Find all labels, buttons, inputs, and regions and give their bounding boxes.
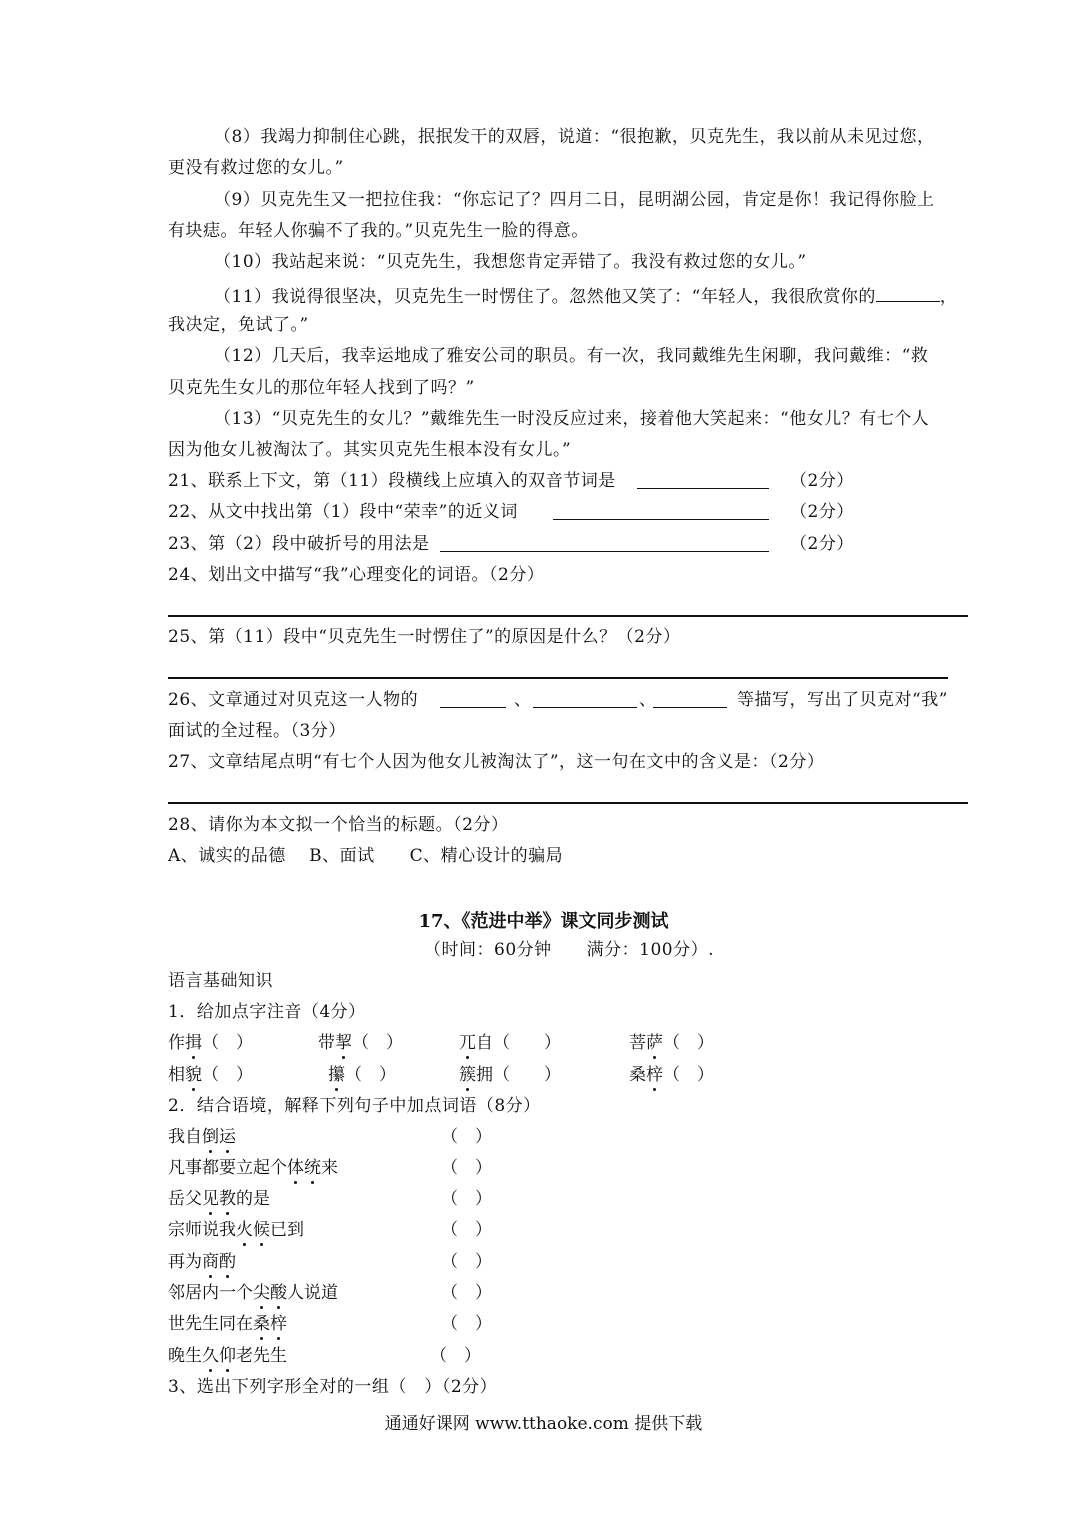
vocab-post: 已到 bbox=[270, 1220, 304, 1240]
dotted-word bbox=[202, 1127, 236, 1147]
paragraph-12-line-1: （12）几天后，我幸运地成了雅安公司的职员。有一次，我同戴维先生闲聊，我问戴维：“救 bbox=[214, 346, 929, 366]
question-24: 24、划出文中描写“我”心理变化的词语。（2分） bbox=[168, 565, 545, 585]
question-22-score: （2分） bbox=[790, 502, 854, 522]
section-question-3: 3、选出下列字形全对的一组（ ）（2分） bbox=[168, 1377, 498, 1397]
answer-paren[interactable]: （ ） bbox=[441, 1189, 492, 1209]
paragraph-13-line-1: （13）“贝克先生的女儿？”戴维先生一时没反应过来，接着他大笑起来：“他女儿？有七个人 bbox=[214, 409, 930, 429]
dotted-word bbox=[236, 1220, 270, 1240]
question-26-line-2: 面试的全过程。（3分） bbox=[168, 721, 346, 741]
dotted-char: 酌 bbox=[219, 1252, 236, 1272]
dotted-word bbox=[202, 1346, 236, 1366]
answer-blank-26-3[interactable] bbox=[653, 689, 727, 708]
vocab-post: 的是 bbox=[236, 1189, 270, 1209]
paragraph-8-line-1: （8）我竭力抑制住心跳，抿抿发干的双唇，说道：“很抱歉，贝克先生，我以前从未见过您， bbox=[214, 127, 935, 147]
answer-blank-26-2[interactable] bbox=[533, 689, 637, 708]
vocab-pre: 邻居内一个 bbox=[168, 1283, 253, 1303]
dotted-char: 体 bbox=[287, 1158, 304, 1178]
vocab-pre: 我自 bbox=[168, 1127, 202, 1147]
pinyin-pre: 作 bbox=[168, 1033, 185, 1053]
vocab-post: 人说道 bbox=[287, 1283, 338, 1303]
answer-paren[interactable]: （ ） bbox=[441, 1252, 492, 1272]
dotted-char: 运 bbox=[219, 1127, 236, 1147]
dotted-char: 萨 bbox=[646, 1033, 663, 1053]
pinyin-paren[interactable]: 自（ ） bbox=[476, 1033, 561, 1053]
dotted-char: 见 bbox=[202, 1189, 219, 1209]
paragraph-9-line-1: （9）贝克先生又一把拉住我：“你忘记了？四月二日，昆明湖公园，肯定是你！我记得你脸上 bbox=[214, 190, 935, 210]
answer-blank-23[interactable] bbox=[440, 533, 769, 552]
paragraph-8-line-2: 更没有救过您的女儿。” bbox=[168, 158, 344, 178]
vocab-item bbox=[168, 1126, 528, 1148]
vocab-item bbox=[168, 1313, 528, 1335]
pinyin-pre: 菩 bbox=[629, 1033, 646, 1053]
pinyin-item bbox=[629, 1064, 714, 1086]
answer-line-27[interactable] bbox=[168, 802, 968, 804]
question-22: 22、从文中找出第（1）段中“荣幸”的近义词 bbox=[168, 502, 518, 522]
pinyin-paren[interactable]: （ ） bbox=[202, 1065, 253, 1085]
dotted-word bbox=[202, 1252, 236, 1272]
pinyin-item bbox=[318, 1032, 403, 1054]
pinyin-item bbox=[629, 1032, 714, 1054]
dotted-char: 梓 bbox=[646, 1065, 663, 1085]
dotted-char: 久 bbox=[202, 1346, 219, 1366]
dotted-char: 攥 bbox=[328, 1065, 345, 1085]
answer-paren[interactable]: （ ） bbox=[441, 1220, 492, 1240]
page-footer: 通通好课网 www.tthaoke.com 提供下载 bbox=[384, 1414, 703, 1434]
fill-blank-11[interactable] bbox=[876, 283, 940, 302]
paragraph-12-line-2: 贝克先生女儿的那位年轻人找到了吗？” bbox=[168, 378, 475, 398]
dotted-char: 簇 bbox=[459, 1065, 476, 1085]
question-21-score: （2分） bbox=[790, 471, 854, 491]
pinyin-pre: 相 bbox=[168, 1065, 185, 1085]
vocab-item bbox=[168, 1219, 528, 1241]
question-28: 28、请你为本文拟一个恰当的标题。（2分） bbox=[168, 815, 509, 835]
vocab-pre: 岳父 bbox=[168, 1189, 202, 1209]
question-26-sep-1: 、 bbox=[514, 690, 532, 710]
dotted-char: 候 bbox=[253, 1220, 270, 1240]
question-26-line-1 bbox=[168, 689, 418, 711]
dotted-word bbox=[202, 1189, 236, 1209]
answer-blank-22[interactable] bbox=[553, 501, 769, 520]
answer-blank-26-1[interactable] bbox=[440, 689, 506, 708]
answer-paren[interactable]: （ ） bbox=[441, 1314, 492, 1334]
dotted-char: 挈 bbox=[335, 1033, 352, 1053]
question-23: 23、第（2）段中破折号的用法是 bbox=[168, 534, 430, 554]
dotted-char: 酸 bbox=[270, 1283, 287, 1303]
answer-line-25[interactable] bbox=[168, 677, 948, 679]
dotted-word bbox=[253, 1283, 287, 1303]
pinyin-item bbox=[459, 1064, 561, 1086]
answer-line-24[interactable] bbox=[168, 615, 968, 617]
section-subtitle: （时间：60分钟 满分：100分）. bbox=[424, 940, 714, 960]
dotted-char: 统 bbox=[304, 1158, 321, 1178]
pinyin-paren[interactable]: 拥（ ） bbox=[476, 1065, 561, 1085]
section-heading: 语言基础知识 bbox=[168, 971, 273, 991]
dotted-char: 揖 bbox=[185, 1033, 202, 1053]
vocab-item bbox=[168, 1282, 528, 1304]
question-26-text-end: 等描写，写出了贝克对“我” bbox=[737, 690, 948, 710]
pinyin-paren[interactable]: （ ） bbox=[202, 1033, 253, 1053]
dotted-char: 兀 bbox=[459, 1033, 476, 1053]
vocab-pre: 宗师说我 bbox=[168, 1220, 236, 1240]
answer-paren[interactable]: （ ） bbox=[430, 1346, 481, 1366]
paragraph-11-comma: ， bbox=[939, 287, 958, 307]
vocab-pre: 世先生同在 bbox=[168, 1314, 253, 1334]
pinyin-paren[interactable]: （ ） bbox=[345, 1065, 396, 1085]
paragraph-10: （10）我站起来说：“贝克先生，我想您肯定弄错了。我没有救过您的女儿。” bbox=[214, 252, 807, 272]
question-23-score: （2分） bbox=[790, 534, 854, 554]
question-27: 27、文章结尾点明“有七个人因为他女儿被淘汰了”，这一句在文中的含义是：（2分） bbox=[168, 752, 825, 772]
question-28-options: A、诚实的品德 B、面试 C、精心设计的骗局 bbox=[168, 846, 564, 866]
answer-paren[interactable]: （ ） bbox=[441, 1127, 492, 1147]
dotted-word bbox=[253, 1314, 287, 1334]
section-question-1: 1．给加点字注音（4分） bbox=[168, 1002, 366, 1022]
dotted-char: 尖 bbox=[253, 1283, 270, 1303]
section-question-2: 2．结合语境，解释下列句子中加点词语（8分） bbox=[168, 1096, 541, 1116]
question-26-sep-2: 、 bbox=[639, 690, 657, 710]
pinyin-item bbox=[168, 1032, 253, 1054]
paragraph-11-line-2: 我决定，免试了。” bbox=[168, 315, 309, 335]
vocab-post: 来 bbox=[321, 1158, 338, 1178]
vocab-post: 老先生 bbox=[236, 1346, 287, 1366]
dotted-char: 梓 bbox=[270, 1314, 287, 1334]
question-21: 21、联系上下文，第（11）段横线上应填入的双音节词是 bbox=[168, 471, 616, 491]
answer-paren[interactable]: （ ） bbox=[441, 1158, 492, 1178]
dotted-char: 桑 bbox=[253, 1314, 270, 1334]
question-26-text: 26、文章通过对贝克这一人物的 bbox=[168, 690, 419, 710]
dotted-char: 商 bbox=[202, 1252, 219, 1272]
pinyin-item bbox=[328, 1064, 396, 1086]
paragraph-11-line-1 bbox=[214, 283, 957, 308]
pinyin-paren[interactable]: （ ） bbox=[663, 1033, 714, 1053]
section-title: 17、《范进中举》课文同步测试 bbox=[418, 911, 669, 932]
pinyin-item bbox=[459, 1032, 561, 1054]
dotted-char: 貌 bbox=[185, 1065, 202, 1085]
vocab-item bbox=[168, 1157, 528, 1179]
dotted-word bbox=[287, 1158, 321, 1178]
answer-blank-21[interactable] bbox=[637, 470, 769, 489]
dotted-char: 仰 bbox=[219, 1346, 236, 1366]
pinyin-paren[interactable]: （ ） bbox=[352, 1033, 403, 1053]
question-25: 25、第（11）段中“贝克先生一时愣住了”的原因是什么？（2分） bbox=[168, 627, 681, 647]
answer-paren[interactable]: （ ） bbox=[441, 1283, 492, 1303]
dotted-char: 倒 bbox=[202, 1127, 219, 1147]
vocab-pre: 凡事都要立起个 bbox=[168, 1158, 287, 1178]
vocab-item bbox=[168, 1188, 528, 1210]
paragraph-13-line-2: 因为他女儿被淘汰了。其实贝克先生根本没有女儿。” bbox=[168, 440, 572, 460]
pinyin-paren[interactable]: （ ） bbox=[663, 1065, 714, 1085]
paragraph-9-line-2: 有块痣。年轻人你骗不了我的。”贝克先生一脸的得意。 bbox=[168, 221, 589, 241]
vocab-item bbox=[168, 1345, 528, 1367]
paragraph-11-text: （11）我说得很坚决，贝克先生一时愣住了。忽然他又笑了：“年轻人，我很欣赏你的 bbox=[214, 287, 876, 307]
pinyin-pre: 带 bbox=[318, 1033, 335, 1053]
pinyin-pre: 桑 bbox=[629, 1065, 646, 1085]
pinyin-item bbox=[168, 1064, 253, 1086]
dotted-char: 火 bbox=[236, 1220, 253, 1240]
dotted-char: 教 bbox=[219, 1189, 236, 1209]
vocab-pre: 晚生 bbox=[168, 1346, 202, 1366]
vocab-item bbox=[168, 1251, 528, 1273]
vocab-pre: 再为 bbox=[168, 1252, 202, 1272]
